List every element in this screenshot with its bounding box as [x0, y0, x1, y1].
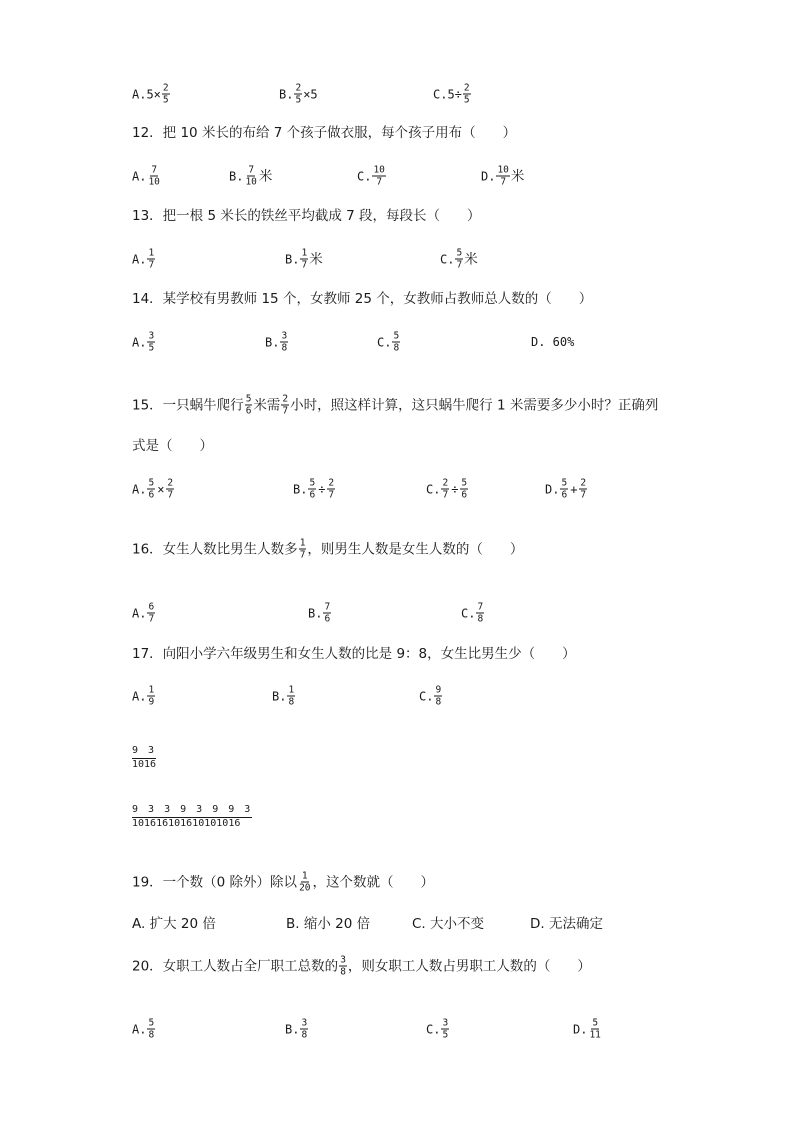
fraction: $\frac{5}{8}$	[393, 330, 400, 354]
q20-option-c[interactable]: C. $\frac{3}{5}$	[426, 1017, 449, 1041]
fraction: $\frac{7}{10}$	[148, 164, 160, 188]
q19-option-d[interactable]: D. 无法确定	[530, 916, 603, 932]
fraction: $\frac{2}{5}$	[162, 82, 169, 106]
q14-option-d[interactable]: D. 60%	[531, 335, 575, 349]
fraction: $\frac{1}{7}$	[301, 247, 308, 271]
q17-option-a[interactable]: A. $\frac{1}{9}$	[132, 684, 155, 708]
q14-option-b[interactable]: B. $\frac{3}{8}$	[265, 330, 288, 354]
fraction: $\frac{2}{7}$	[282, 393, 289, 417]
fraction: $\frac{10}{7}$	[373, 164, 385, 188]
q15-option-c[interactable]: C. $\frac{2}{7}$ ÷ $\frac{5}{6}$	[426, 477, 468, 501]
fraction: $\frac{5}{7}$	[456, 247, 463, 271]
fraction: $\frac{1}{20}$	[299, 870, 311, 894]
q17-option-b[interactable]: B. $\frac{1}{8}$	[272, 684, 295, 708]
fraction: $\frac{2}{5}$	[295, 82, 302, 106]
fraction: $\frac{5}{6}$	[309, 477, 316, 501]
fraction: $\frac{2}{7}$	[167, 477, 174, 501]
q12-option-b[interactable]: B. $\frac{7}{10}$ 米	[229, 164, 273, 188]
fraction: $\frac{7}{6}$	[324, 601, 331, 625]
q19-option-c[interactable]: C. 大小不变	[412, 916, 485, 932]
fraction: $\frac{1}{9}$	[148, 684, 155, 708]
q16-option-c[interactable]: C. $\frac{7}{8}$	[461, 601, 484, 625]
fraction: $\frac{5}{6}$	[245, 393, 252, 417]
q13-option-b[interactable]: B. $\frac{1}{7}$ 米	[285, 247, 323, 271]
q20-option-a[interactable]: A. $\frac{5}{8}$	[132, 1017, 155, 1041]
q14-option-a[interactable]: A. $\frac{3}{5}$	[132, 330, 155, 354]
question-20-text: 20．女职工人数占全厂职工总数的 $\frac{3}{8}$ ，则女职工人数占男职工人数的（ ）	[132, 954, 591, 978]
fraction: $\frac{3}{5}$	[148, 330, 155, 354]
fraction: $\frac{9}{8}$	[435, 684, 442, 708]
garbled-fraction-2: 9 3 3 9 3 9 9 3 101616101610101016	[132, 804, 253, 829]
fraction: $\frac{1}{7}$	[299, 537, 306, 561]
fraction: $\frac{2}{7}$	[442, 477, 449, 501]
q12-option-d[interactable]: D. $\frac{10}{7}$ 米	[481, 164, 525, 188]
question-19-text: 19．一个数（0 除外）除以 $\frac{1}{20}$ ，这个数就（ ）	[132, 870, 435, 894]
q19-option-b[interactable]: B. 缩小 20 倍	[286, 916, 371, 932]
fraction: $\frac{2}{5}$	[463, 82, 470, 106]
q14-option-c[interactable]: C. $\frac{5}{8}$	[377, 330, 400, 354]
fraction: $\frac{2}{7}$	[328, 477, 335, 501]
q12-option-c[interactable]: C. $\frac{10}{7}$	[357, 164, 385, 188]
fraction: $\frac{5}{8}$	[148, 1017, 155, 1041]
q11-option-b[interactable]: B. $\frac{2}{5}$ ×5	[279, 82, 318, 106]
q16-option-a[interactable]: A. $\frac{6}{7}$	[132, 601, 155, 625]
q11-option-a[interactable]: A.5× $\frac{2}{5}$	[132, 82, 169, 106]
q15-option-d[interactable]: D. $\frac{5}{6}$ + $\frac{2}{7}$	[545, 477, 587, 501]
fraction: $\frac{1}{7}$	[148, 247, 155, 271]
fraction: $\frac{7}{10}$	[245, 164, 257, 188]
fraction: $\frac{5}{6}$	[561, 477, 568, 501]
fraction: $\frac{3}{8}$	[340, 954, 346, 978]
question-12-text: 12．把 10 米长的布给 7 个孩子做衣服，每个孩子用布（ ）	[132, 125, 517, 141]
question-14-text: 14．某学校有男教师 15 个，女教师 25 个，女教师占教师总人数的（ ）	[132, 291, 593, 307]
q13-option-a[interactable]: A. $\frac{1}{7}$	[132, 247, 155, 271]
q13-option-c[interactable]: C. $\frac{5}{7}$ 米	[440, 247, 478, 271]
q20-option-d[interactable]: D. $\frac{5}{11}$	[573, 1017, 601, 1041]
q15-option-b[interactable]: B. $\frac{5}{6}$ ÷ $\frac{2}{7}$	[293, 477, 335, 501]
q17-option-c[interactable]: C. $\frac{9}{8}$	[419, 684, 442, 708]
garbled-fraction-1: 9 3 1016	[132, 745, 157, 770]
fraction: $\frac{6}{7}$	[148, 601, 155, 625]
q15-option-a[interactable]: A. $\frac{5}{6}$ × $\frac{2}{7}$	[132, 477, 174, 501]
fraction: $\frac{3}{8}$	[281, 330, 288, 354]
fraction: $\frac{3}{8}$	[301, 1017, 308, 1041]
question-16-text: 16．女生人数比男生人数多 $\frac{1}{7}$ ，则男生人数是女生人数的（ ）	[132, 537, 524, 561]
q11-option-c[interactable]: C.5÷ $\frac{2}{5}$	[433, 82, 470, 106]
fraction: $\frac{7}{8}$	[477, 601, 484, 625]
q20-option-b[interactable]: B. $\frac{3}{8}$	[285, 1017, 308, 1041]
fraction: $\frac{5}{6}$	[461, 477, 468, 501]
question-15-text-line2: 式是（ ）	[132, 438, 213, 454]
fraction: $\frac{2}{7}$	[580, 477, 587, 501]
fraction: $\frac{5}{11}$	[589, 1017, 601, 1041]
fraction: $\frac{10}{7}$	[497, 164, 509, 188]
fraction: $\frac{3}{5}$	[442, 1017, 449, 1041]
question-17-text: 17．向阳小学六年级男生和女生人数的比是 9：8，女生比男生少（ ）	[132, 646, 576, 662]
q16-option-b[interactable]: B. $\frac{7}{6}$	[308, 601, 331, 625]
q19-option-a[interactable]: A. 扩大 20 倍	[132, 916, 216, 932]
fraction: $\frac{1}{8}$	[288, 684, 295, 708]
fraction: $\frac{5}{6}$	[148, 477, 155, 501]
question-15-text: 15．一只蜗牛爬行 $\frac{5}{6}$ 米需 $\frac{2}{7}$ 小时，照这样计算，这只蜗牛爬行 1 米需要多少小时？正确列	[132, 393, 659, 417]
q12-option-a[interactable]: A. $\frac{7}{10}$	[132, 164, 160, 188]
question-13-text: 13．把一根 5 米长的铁丝平均截成 7 段，每段长（ ）	[132, 208, 481, 224]
